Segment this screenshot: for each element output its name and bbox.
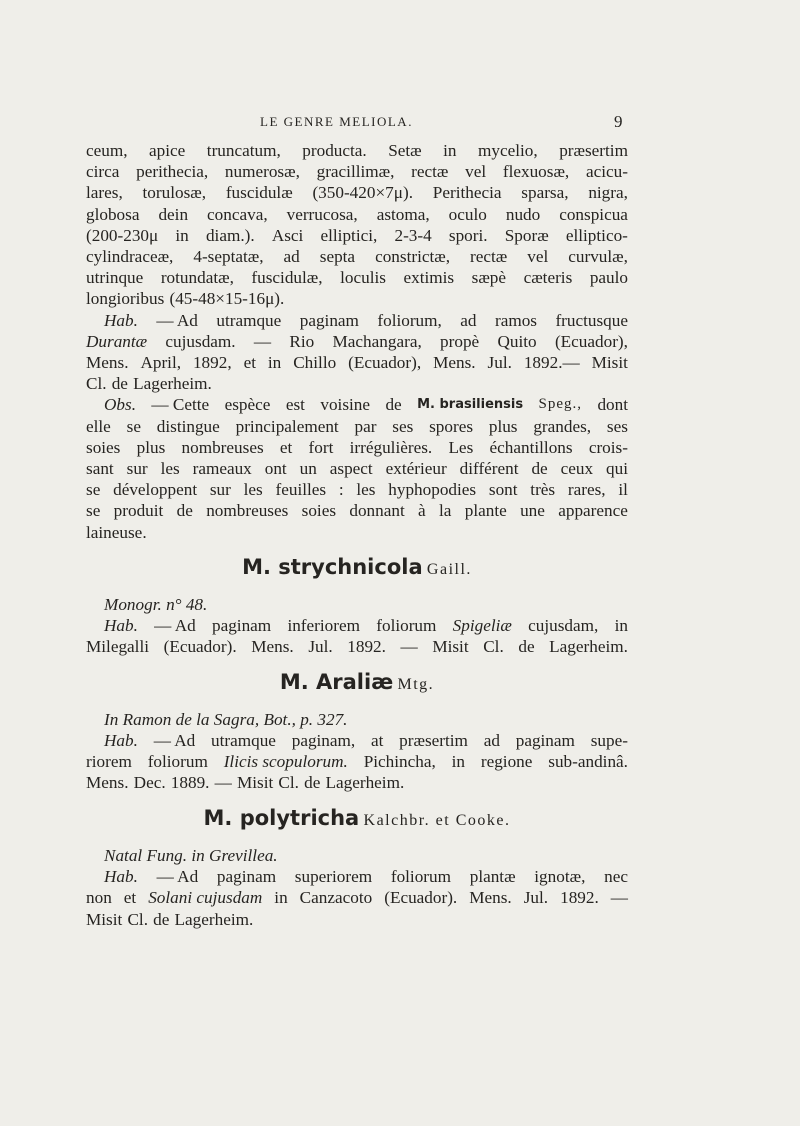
word: Mens. [251, 637, 294, 657]
word: et [243, 353, 256, 373]
word: Milegalli [86, 637, 150, 657]
species-heading [86, 554, 628, 580]
word: loculis [340, 268, 386, 288]
species-entry [86, 845, 628, 930]
word: 1889. [170, 773, 210, 793]
species-heading [86, 805, 628, 831]
literature-reference: Natal Fung. in Grevillea. [104, 845, 278, 865]
word: Lagerheim. [174, 909, 254, 929]
word: espèce [224, 395, 271, 415]
text-line [86, 182, 628, 203]
word: rameaux [192, 459, 252, 479]
word: Quito [497, 331, 537, 351]
word: (Ecuador). [163, 637, 237, 657]
word: at [370, 731, 384, 751]
word: foliorum [390, 867, 451, 887]
species-name: M. strychnicola [242, 554, 423, 579]
word: vel [465, 162, 487, 182]
word: rares, [567, 480, 606, 500]
word: (200-230μ [86, 225, 159, 245]
word: la [439, 501, 452, 521]
species-name: M. Araliæ [279, 669, 394, 694]
species-entry [86, 594, 628, 658]
word: est [285, 395, 305, 415]
word: Mens. [433, 353, 476, 373]
word: de [304, 773, 321, 793]
word: supe- [590, 731, 628, 751]
word: (Ecuador), [554, 331, 628, 351]
obs-label: Obs. [104, 395, 136, 415]
word: concava, [207, 204, 268, 224]
word: foliorum [376, 616, 437, 636]
species-heading [86, 669, 628, 695]
word: de [176, 501, 193, 521]
word: Cl. [86, 374, 107, 394]
word: nombreuses [181, 437, 264, 457]
word: fructusque [555, 310, 628, 330]
word: donnant [349, 501, 405, 521]
word: cujusdam. [165, 331, 236, 351]
word: sur [209, 480, 231, 500]
word: nigra, [588, 183, 628, 203]
text-line [86, 772, 628, 793]
text-line [86, 140, 628, 161]
text-line [86, 437, 628, 458]
word: Dec. [133, 773, 166, 793]
text-line [86, 246, 628, 267]
word: Les [448, 437, 474, 457]
word: les [160, 459, 180, 479]
hab-label: Hab. [104, 867, 138, 887]
word: producta. [302, 141, 367, 160]
word: Jul. [523, 888, 549, 908]
word: aspect [329, 459, 373, 479]
word: Asci [271, 225, 304, 245]
word: Pichincha, [363, 752, 436, 772]
word: 1892. [347, 637, 386, 657]
word: utramque [211, 731, 276, 751]
word: foliorum, [377, 310, 442, 330]
word: Sporæ [504, 225, 549, 245]
word: échantillons [489, 437, 573, 457]
word: — [400, 637, 418, 657]
word: (Ecuador), [348, 353, 422, 373]
text-line [86, 225, 628, 246]
word: à [418, 501, 426, 521]
word: dont [597, 395, 628, 415]
literature-reference: In Ramon de la Sagra, Bot., p. 327. [104, 709, 348, 729]
author-reference: Speg., [538, 396, 583, 413]
word: irrégulières. [349, 437, 433, 457]
word: hyphopodies [388, 480, 477, 500]
word: sur [126, 459, 148, 479]
word: spores [429, 416, 474, 436]
word: constrictæ, [375, 247, 451, 267]
word: paginam [515, 731, 575, 751]
text-line [86, 636, 628, 657]
word: oculo [448, 204, 487, 224]
text-line [86, 500, 628, 521]
word: soies [301, 501, 337, 521]
word: ramos [494, 310, 537, 330]
word: in [175, 225, 189, 245]
text-line [86, 866, 628, 887]
text-line [86, 161, 628, 182]
word: Lagerheim. [325, 773, 405, 793]
word: paulo [589, 268, 628, 288]
page-number: 9 [614, 112, 623, 131]
word: de [385, 395, 402, 415]
text-line [86, 373, 628, 394]
word: riorem [86, 752, 132, 772]
word: 2-3-4 [394, 225, 432, 245]
text-line [86, 522, 628, 543]
word: laineuse. [86, 522, 147, 542]
word: apice [149, 141, 186, 160]
word: produit [113, 501, 164, 521]
word: cæteris [523, 268, 573, 288]
word: Setæ [388, 141, 422, 160]
word: sub-andinâ. [548, 752, 628, 772]
word: Ilicis scopulorum. [223, 752, 348, 772]
word: utrinque [86, 268, 144, 288]
host-name: Durantæ [86, 331, 148, 351]
word: — Ad [153, 731, 196, 751]
word: — Cette [151, 395, 210, 415]
word: — [610, 888, 628, 908]
word: rectæ [470, 247, 508, 267]
word: lares, [86, 183, 123, 203]
word: de [531, 459, 548, 479]
word: se [86, 501, 101, 521]
hab-label: Hab. [104, 731, 138, 751]
word: très [530, 480, 556, 500]
word: voisine [320, 395, 371, 415]
word: feuilles [275, 480, 327, 500]
word: præsertim [399, 731, 468, 751]
word: diam.). [205, 225, 255, 245]
word: ignotæ, [534, 867, 586, 887]
word: 1892. [560, 888, 599, 908]
word: plus [136, 437, 166, 457]
word: les [356, 480, 376, 500]
word: torulosæ, [142, 183, 207, 203]
word: (Ecuador). [384, 888, 458, 908]
text-line [86, 310, 628, 331]
word: plus [488, 416, 518, 436]
word: 4-septatæ, [193, 247, 264, 267]
text-line [86, 394, 628, 415]
species-reference: M. brasiliensis [417, 397, 524, 413]
word: Machangara, [332, 331, 422, 351]
word: crois- [588, 437, 628, 457]
word: utramque [216, 310, 282, 330]
word: se [126, 416, 141, 436]
word: par [354, 416, 377, 436]
word: paginam [211, 616, 272, 636]
word: Cl. [278, 773, 299, 793]
word: principalement [235, 416, 339, 436]
word: regione [480, 752, 533, 772]
word: fort [308, 437, 334, 457]
word: dein [158, 204, 189, 224]
species-author: Kalchbr. et Cooke. [363, 811, 511, 829]
word: ceux [560, 459, 594, 479]
word: — Ad [156, 310, 198, 330]
word: rectæ [411, 162, 449, 182]
word: Perithecia [432, 183, 502, 203]
word: astoma, [376, 204, 430, 224]
word: non [86, 888, 112, 908]
word: in [614, 616, 628, 636]
text-line [86, 615, 628, 636]
word: ses [392, 416, 414, 436]
text-line [86, 458, 628, 479]
word: de [111, 374, 128, 394]
word: 1892, [192, 353, 232, 373]
text-line [86, 204, 628, 225]
word: sant [86, 459, 114, 479]
word: rotundatæ, [160, 268, 234, 288]
word: sont [488, 480, 518, 500]
word: une [520, 501, 545, 521]
word: gracillimæ, [316, 162, 395, 182]
word: nudo [505, 204, 541, 224]
word: sparsa, [521, 183, 569, 203]
word: perithecia, [136, 162, 209, 182]
word: curvulæ, [568, 247, 628, 267]
word: Mens. [86, 773, 129, 793]
word: propè [440, 331, 480, 351]
word: foliorum [147, 752, 208, 772]
word: il [618, 480, 628, 500]
word: Jul. [308, 637, 333, 657]
word: : [338, 480, 344, 500]
word: in [443, 141, 457, 160]
word: vel [527, 247, 549, 267]
word: conspicua [559, 204, 628, 224]
word: Chillo [293, 353, 337, 373]
word: développent [113, 480, 198, 500]
word: numerosæ, [224, 162, 300, 182]
word: 1892.— [523, 353, 580, 373]
word: et [279, 437, 293, 457]
word: Cl. [127, 909, 148, 929]
word: elliptici, [320, 225, 378, 245]
text-line [86, 288, 628, 309]
text-line [86, 909, 628, 930]
word: soies [86, 437, 121, 457]
body-text [86, 140, 628, 930]
word: April, [140, 353, 182, 373]
word: Mens. [469, 888, 512, 908]
word: — [214, 773, 232, 793]
word: Misit [432, 637, 469, 657]
word: les [243, 480, 263, 500]
word: verrucosa, [286, 204, 358, 224]
word: grandes, [533, 416, 592, 436]
species-name: M. polytricha [203, 805, 360, 830]
word: cylindraceæ, [86, 247, 174, 267]
hab-label: Hab. [104, 616, 138, 636]
word: septa [319, 247, 356, 267]
word: ont [264, 459, 287, 479]
word: extérieur [385, 459, 447, 479]
species-author: Gaill. [426, 560, 472, 578]
word: ad [483, 731, 500, 751]
word: Misit [236, 773, 274, 793]
running-head: LE GENRE MELIOLA. [260, 114, 413, 129]
word: ceum, [86, 141, 128, 160]
observation-paragraph [86, 394, 628, 542]
word: in [274, 888, 288, 908]
word: paginam [299, 310, 359, 330]
description-paragraph [86, 140, 628, 310]
species-entry [86, 709, 628, 794]
text-line [86, 479, 628, 500]
word: fuscidulæ, [251, 268, 323, 288]
text-line [86, 416, 628, 437]
word: in [267, 353, 282, 373]
word: superiorem [294, 867, 373, 887]
word: truncatum, [206, 141, 281, 160]
word: (350-420×7μ). [312, 183, 413, 203]
word: de [518, 637, 535, 657]
word: plantæ [469, 867, 516, 887]
word: Rio [289, 331, 315, 351]
word: extimis [403, 268, 455, 288]
word: elliptico- [565, 225, 628, 245]
word: ad [460, 310, 477, 330]
word: et [123, 888, 137, 908]
word: elle [86, 416, 111, 436]
text-line [86, 730, 628, 751]
word: un [299, 459, 317, 479]
word: flexuosæ, [502, 162, 570, 182]
word: nec [604, 867, 628, 887]
text-line [86, 352, 628, 373]
word: paginam, [291, 731, 356, 751]
word: paginam [216, 867, 277, 887]
word: — [253, 331, 272, 351]
word: præsertim [559, 141, 628, 160]
word: de [153, 909, 170, 929]
word: qui [606, 459, 628, 479]
text-line [86, 331, 628, 352]
word: inferiorem [287, 616, 360, 636]
word: Lagerheim. [549, 637, 628, 657]
word: cujusdam, [528, 616, 599, 636]
word: in [451, 752, 465, 772]
word: acicu- [585, 162, 628, 182]
word: — Ad [156, 867, 199, 887]
text-line [86, 267, 628, 288]
word: Lagerheim. [133, 374, 212, 394]
word: (45-48×15-16μ). [169, 289, 285, 309]
word: — Ad [154, 616, 196, 636]
text-line [86, 887, 628, 908]
word: mycelio, [478, 141, 538, 160]
word: plante [464, 501, 507, 521]
word: Mens. [86, 353, 129, 373]
text-line [86, 751, 628, 772]
word: sæpè [471, 268, 507, 288]
word: différent [459, 459, 519, 479]
species-author: Mtg. [397, 675, 435, 693]
word: Cl. [483, 637, 504, 657]
word: longioribus [86, 289, 165, 309]
word: Canzacoto [299, 888, 373, 908]
word: Misit [591, 353, 628, 373]
word: ses [606, 416, 628, 436]
literature-reference: Monogr. n° 48. [104, 595, 208, 615]
word: Solani cujusdam [148, 888, 263, 908]
hab-label: Hab. [104, 310, 138, 330]
word: globosa [86, 204, 140, 224]
word: ad [283, 247, 300, 267]
word: se [86, 480, 101, 500]
word: fuscidulæ [225, 183, 293, 203]
word: apparence [558, 501, 628, 521]
word: Jul. [487, 353, 512, 373]
word: spori. [448, 225, 488, 245]
word: nombreuses [206, 501, 289, 521]
word: circa [86, 162, 120, 182]
word: Misit [86, 909, 123, 929]
word: distingue [156, 416, 220, 436]
habitat-paragraph [86, 310, 628, 395]
word: Spigeliæ [452, 616, 512, 636]
